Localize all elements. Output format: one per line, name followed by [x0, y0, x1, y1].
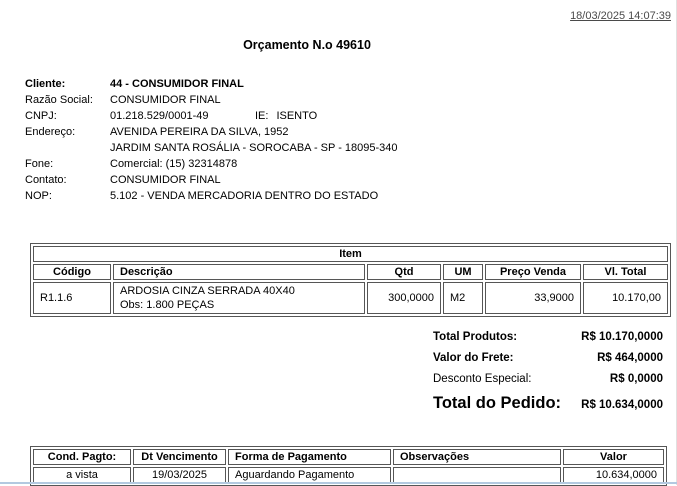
item-vl-total: 10.170,00: [583, 282, 668, 314]
cliente-value: 44 - CONSUMIDOR FINAL: [110, 78, 244, 90]
razao-social-value: CONSUMIDOR FINAL: [110, 94, 221, 106]
razao-social-label: Razão Social:: [25, 94, 93, 106]
payment-forma-pagamento: Aguardando Pagamento: [228, 467, 391, 483]
item-um: M2: [443, 282, 483, 314]
endereco-label-spacer: [25, 140, 110, 156]
valor-frete-value: R$ 464,0000: [597, 352, 663, 364]
item-codigo: R1.1.6: [33, 282, 111, 314]
fone-value: Comercial: (15) 32314878: [110, 158, 238, 170]
item-row: [33, 282, 668, 314]
fone-label: Fone:: [25, 158, 54, 170]
header-preco-venda: Preço Venda: [485, 264, 581, 280]
contato-label: Contato:: [25, 174, 67, 186]
payment-row: [33, 467, 664, 483]
item-table-title-row: [33, 246, 668, 262]
client-row-razao-social: [25, 92, 585, 108]
header-descricao: Descrição: [113, 264, 365, 280]
header-valor: Valor: [563, 449, 664, 465]
endereco-label: Endereço:: [25, 126, 76, 138]
contato-value: CONSUMIDOR FINAL: [110, 174, 221, 186]
header-cond-pagto: Cond. Pagto:: [33, 449, 131, 465]
desconto-especial-value: R$ 0,0000: [609, 373, 663, 385]
desconto-especial-label: Desconto Especial:: [433, 373, 532, 385]
item-qtd: 300,0000: [367, 282, 441, 314]
client-row-endereco: [25, 124, 585, 140]
valor-frete-row: [433, 352, 663, 364]
desconto-especial-row: [433, 373, 663, 385]
header-observacoes: Observações: [393, 449, 561, 465]
endereco-value-line2: JARDIM SANTA ROSÁLIA - SOROCABA - SP - 18095-340: [110, 142, 398, 154]
total-pedido-value: R$ 10.634,0000: [581, 399, 663, 411]
header-forma-pagamento: Forma de Pagamento: [228, 449, 391, 465]
print-timestamp: 18/03/2025 14:07:39: [570, 10, 671, 22]
header-vl-total: Vl. Total: [583, 264, 668, 280]
ie-value: ISENTO: [276, 110, 318, 122]
item-descricao-line1: ARDOSIA CINZA SERRADA 40X40: [120, 285, 295, 297]
totals-block: [433, 331, 663, 422]
total-pedido-row: [433, 394, 663, 413]
nop-value: 5.102 - VENDA MERCADORIA DENTRO DO ESTADO: [110, 190, 379, 202]
payment-cond-pagto: a vista: [33, 467, 131, 483]
page-title: Orçamento N.o 49610: [243, 38, 371, 52]
endereco-value-line1: AVENIDA PEREIRA DA SILVA, 1952: [110, 126, 289, 138]
cnpj-value: 01.218.529/0001-49: [110, 110, 209, 122]
payment-header-row: [33, 449, 664, 465]
item-preco-venda: 33,9000: [485, 282, 581, 314]
item-table-header-row: [33, 264, 668, 280]
total-produtos-row: [433, 331, 663, 343]
client-row-cnpj: [25, 108, 585, 124]
cliente-label: Cliente:: [25, 78, 66, 90]
payment-dt-vencimento: 19/03/2025: [133, 467, 226, 483]
total-pedido-label: Total do Pedido:: [433, 394, 562, 412]
cnpj-label: CNPJ:: [25, 110, 57, 122]
client-row-endereco-2: [25, 140, 585, 156]
item-table: [30, 243, 671, 317]
header-qtd: Qtd: [367, 264, 441, 280]
header-um: UM: [443, 264, 483, 280]
client-row-nop: [25, 188, 585, 204]
nop-label: NOP:: [25, 190, 52, 202]
ie-label: IE:: [255, 110, 269, 122]
item-descricao-line2: Obs: 1.800 PEÇAS: [120, 299, 215, 311]
payment-valor: 10.634,0000: [563, 467, 664, 483]
window-bottom-edge: [0, 482, 677, 484]
total-produtos-label: Total Produtos:: [433, 331, 518, 343]
header-dt-vencimento: Dt Vencimento: [133, 449, 226, 465]
client-info-block: [25, 76, 585, 204]
valor-frete-label: Valor do Frete:: [433, 352, 514, 364]
client-row-contato: [25, 172, 585, 188]
item-descricao: [113, 282, 365, 314]
item-table-title: Item: [33, 246, 668, 262]
payment-table: [30, 446, 667, 486]
total-produtos-value: R$ 10.170,0000: [581, 331, 663, 343]
client-row-cliente: [25, 76, 585, 92]
client-row-fone: [25, 156, 585, 172]
payment-observacoes: [393, 467, 561, 483]
header-codigo: Código: [33, 264, 111, 280]
